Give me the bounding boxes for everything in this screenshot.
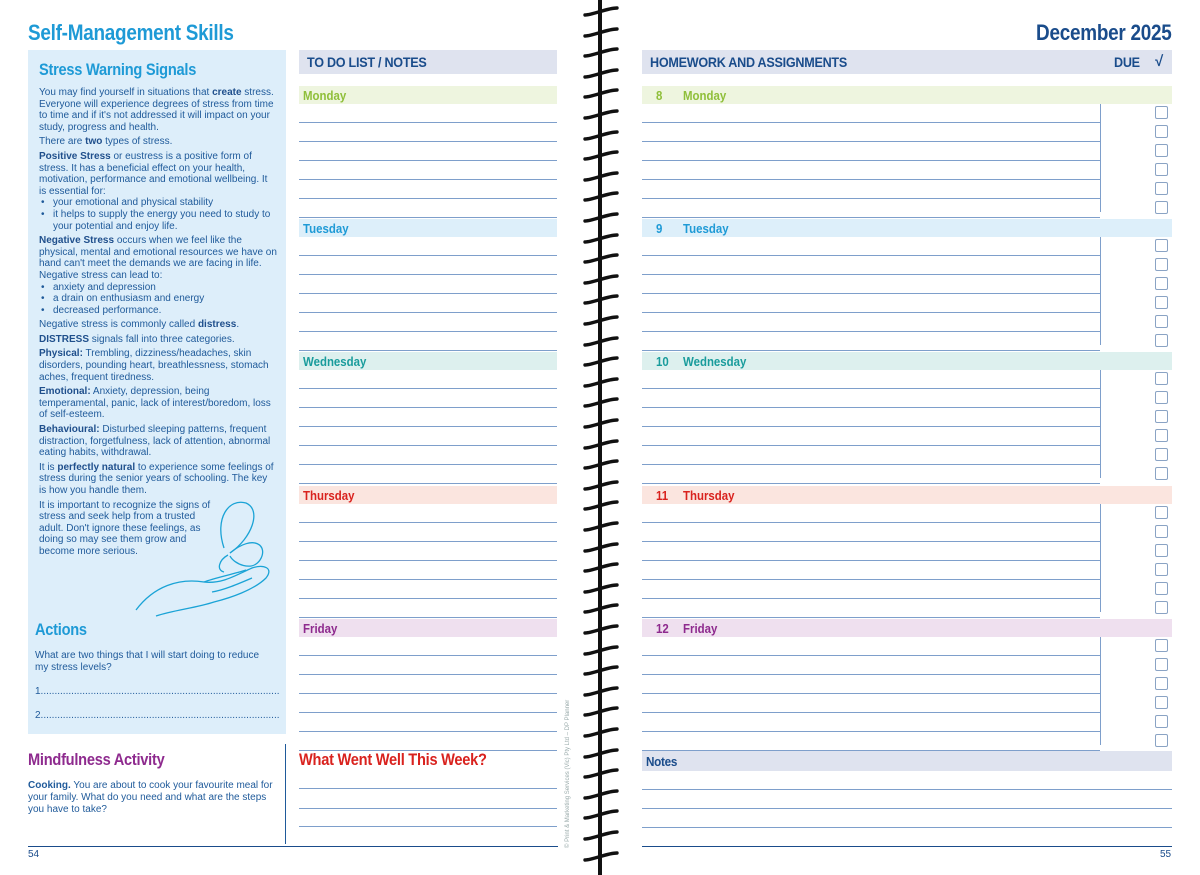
notes-header: Notes (642, 751, 1172, 771)
due-checkbox[interactable] (1155, 258, 1168, 271)
hw-day-wednesday: 10 Wednesday (642, 352, 1172, 370)
due-checkbox[interactable] (1155, 144, 1168, 157)
due-checkbox[interactable] (1155, 696, 1168, 709)
hw-day-tuesday: 9 Tuesday (642, 219, 1172, 237)
due-checkbox[interactable] (1155, 467, 1168, 480)
footer-rule-right (642, 846, 1172, 847)
due-checkbox[interactable] (1155, 391, 1168, 404)
month-title: December 2025 (1036, 20, 1172, 45)
due-checkbox[interactable] (1155, 715, 1168, 728)
went-well-line[interactable] (299, 788, 557, 789)
todo-header: TO DO LIST / NOTES (299, 50, 557, 74)
hw-line[interactable] (642, 312, 1100, 313)
footer-rule (28, 846, 558, 847)
due-divider (1100, 637, 1101, 745)
todo-day-wednesday: Wednesday (299, 352, 557, 370)
hw-line[interactable] (642, 560, 1100, 561)
hw-line[interactable] (642, 674, 1100, 675)
notes-line[interactable] (642, 827, 1172, 828)
todo-line[interactable] (299, 255, 557, 256)
mindfulness-text: Cooking. You are about to cook your favourite meal for your family. What do you need and what are the steps you have to take? (28, 780, 273, 815)
todo-day-monday: Monday (299, 86, 557, 104)
todo-line[interactable] (299, 674, 557, 675)
page-number-left: 54 (28, 849, 40, 860)
hw-line[interactable] (642, 179, 1100, 180)
todo-line[interactable] (299, 274, 557, 275)
hw-line[interactable] (642, 445, 1100, 446)
list-item: • your emotional and physical stability (39, 197, 277, 209)
todo-line[interactable] (299, 312, 557, 313)
actions-heading: Actions (35, 620, 87, 639)
todo-line[interactable] (299, 141, 557, 142)
mindfulness-heading: Mindfulness Activity (28, 750, 165, 769)
list-item: • a drain on enthusiasm and energy (39, 293, 277, 305)
hw-line[interactable] (642, 483, 1100, 484)
todo-line[interactable] (299, 617, 557, 618)
todo-line[interactable] (299, 560, 557, 561)
due-checkbox[interactable] (1155, 429, 1168, 442)
hw-line[interactable] (642, 274, 1100, 275)
due-checkbox[interactable] (1155, 296, 1168, 309)
due-checkbox[interactable] (1155, 563, 1168, 576)
went-well-line[interactable] (299, 826, 557, 827)
due-checkbox[interactable] (1155, 734, 1168, 747)
list-item: • it helps to supply the energy you need to study to your potential and enjoy life. (39, 209, 277, 232)
divider (285, 744, 286, 844)
todo-line[interactable] (299, 464, 557, 465)
due-checkbox[interactable] (1155, 658, 1168, 671)
due-checkbox[interactable] (1155, 106, 1168, 119)
hw-line[interactable] (642, 693, 1100, 694)
todo-line[interactable] (299, 731, 557, 732)
due-divider (1100, 370, 1101, 478)
check-mark-icon: √ (1155, 53, 1164, 70)
due-checkbox[interactable] (1155, 677, 1168, 690)
went-well-line[interactable] (299, 808, 557, 809)
binding-spine (598, 0, 602, 875)
hw-day-monday: 8 Monday (642, 86, 1172, 104)
due-checkbox[interactable] (1155, 201, 1168, 214)
todo-day-thursday: Thursday (299, 486, 557, 504)
hw-line[interactable] (642, 255, 1100, 256)
due-checkbox[interactable] (1155, 277, 1168, 290)
actions-line-1[interactable]: 1...................................................................................... (35, 686, 280, 697)
hw-line[interactable] (642, 712, 1100, 713)
todo-line[interactable] (299, 426, 557, 427)
homework-header: HOMEWORK AND ASSIGNMENTS DUE √ (642, 50, 1172, 74)
stress-heading: Stress Warning Signals (39, 60, 197, 79)
todo-line[interactable] (299, 655, 557, 656)
list-item: • decreased performance. (39, 305, 277, 317)
todo-line[interactable] (299, 522, 557, 523)
todo-line[interactable] (299, 122, 557, 123)
due-divider (1100, 104, 1101, 212)
todo-line[interactable] (299, 483, 557, 484)
due-checkbox[interactable] (1155, 182, 1168, 195)
todo-line[interactable] (299, 541, 557, 542)
todo-line[interactable] (299, 712, 557, 713)
due-checkbox[interactable] (1155, 601, 1168, 614)
actions-line-2[interactable]: 2...................................................................................... (35, 710, 280, 721)
todo-line[interactable] (299, 388, 557, 389)
todo-line[interactable] (299, 407, 557, 408)
hw-day-friday: 12 Friday (642, 619, 1172, 637)
hw-line[interactable] (642, 122, 1100, 123)
due-checkbox[interactable] (1155, 372, 1168, 385)
todo-line[interactable] (299, 198, 557, 199)
hw-day-thursday: 11 Thursday (642, 486, 1172, 504)
todo-line[interactable] (299, 179, 557, 180)
hw-line[interactable] (642, 731, 1100, 732)
hw-line[interactable] (642, 655, 1100, 656)
hw-line[interactable] (642, 579, 1100, 580)
hw-line[interactable] (642, 141, 1100, 142)
due-checkbox[interactable] (1155, 239, 1168, 252)
todo-line[interactable] (299, 693, 557, 694)
due-checkbox[interactable] (1155, 334, 1168, 347)
todo-day-tuesday: Tuesday (299, 219, 557, 237)
actions-prompt: What are two things that I will start doing to reduce my stress levels? (35, 650, 259, 673)
todo-line[interactable] (299, 445, 557, 446)
hw-line[interactable] (642, 598, 1100, 599)
hw-line[interactable] (642, 350, 1100, 351)
todo-line[interactable] (299, 293, 557, 294)
due-checkbox[interactable] (1155, 582, 1168, 595)
hw-line[interactable] (642, 217, 1100, 218)
hw-line[interactable] (642, 426, 1100, 427)
stress-body: You may find yourself in situations that create stress. Everyone will experience degrees of stress from time to time and if it's not addressed it will impact on your study, progress and health. There are two types of stress. Positive Stress or eustress is a positive form of stress. It has a beneficial effect on your health, motivation, performance and emotional wellbeing. It is essential for: • your emotional and physical stability • it helps to supply the energy you need to study to your potential and enjoy life. Negative Stress occurs when we feel like the physical, mental and emotional resources we have on hand can't meet the demands we are facing in life. Negative stress can lead to: • anxiety and depression • a drain on enthusiasm and energy • decreased performance. Negative stress is commonly called distress. DISTRESS signals fall into three categories. Physical: Trembling, dizziness/headaches, skin disorders, pounding heart, breathlessness, stomach aches, frequent tiredness. Emotional: Anxiety, depression, being temperamental, panic, lack of interest/boredom, loss of self-esteem. Behavioural: Disturbed sleeping patterns, frequent distraction, forgetfulness, lack of attention, abnormal eating habits, withdrawal. It is perfectly natural to experience some feelings of stress during the senior years of schooling. The key is how you handle them. It is important to recognize the signs of stress and seek help from a trusted adult. Don't ignore these feelings, as doing so may see them grow and become more serious. (39, 87, 277, 558)
todo-line[interactable] (299, 217, 557, 218)
due-divider (1100, 237, 1101, 345)
todo-line[interactable] (299, 579, 557, 580)
due-checkbox[interactable] (1155, 410, 1168, 423)
went-well-heading: What Went Well This Week? (299, 750, 487, 769)
list-item: • anxiety and depression (39, 282, 277, 294)
due-checkbox[interactable] (1155, 525, 1168, 538)
hw-line[interactable] (642, 464, 1100, 465)
hw-line[interactable] (642, 160, 1100, 161)
todo-line[interactable] (299, 598, 557, 599)
hw-line[interactable] (642, 541, 1100, 542)
page-number-right: 55 (1160, 849, 1172, 860)
due-checkbox[interactable] (1155, 125, 1168, 138)
due-checkbox[interactable] (1155, 639, 1168, 652)
due-label: DUE (1114, 54, 1140, 70)
hw-line[interactable] (642, 617, 1100, 618)
hw-line[interactable] (642, 407, 1100, 408)
hw-line[interactable] (642, 293, 1100, 294)
due-checkbox[interactable] (1155, 448, 1168, 461)
todo-line[interactable] (299, 350, 557, 351)
due-checkbox[interactable] (1155, 506, 1168, 519)
footer-credit: © Print & Marketing Services (Vic) Pty Ltd – DP Planner (565, 699, 571, 848)
hw-line[interactable] (642, 388, 1100, 389)
notes-line[interactable] (642, 808, 1172, 809)
due-checkbox[interactable] (1155, 163, 1168, 176)
hw-line[interactable] (642, 198, 1100, 199)
due-divider (1100, 504, 1101, 612)
todo-line[interactable] (299, 331, 557, 332)
stress-warning-panel (28, 50, 286, 734)
due-checkbox[interactable] (1155, 544, 1168, 557)
todo-line[interactable] (299, 160, 557, 161)
hw-line[interactable] (642, 522, 1100, 523)
hw-line[interactable] (642, 331, 1100, 332)
todo-day-friday: Friday (299, 619, 557, 637)
page-title: Self-Management Skills (28, 20, 234, 45)
due-checkbox[interactable] (1155, 315, 1168, 328)
notes-line[interactable] (642, 789, 1172, 790)
butterfly-hand-icon (134, 498, 284, 618)
